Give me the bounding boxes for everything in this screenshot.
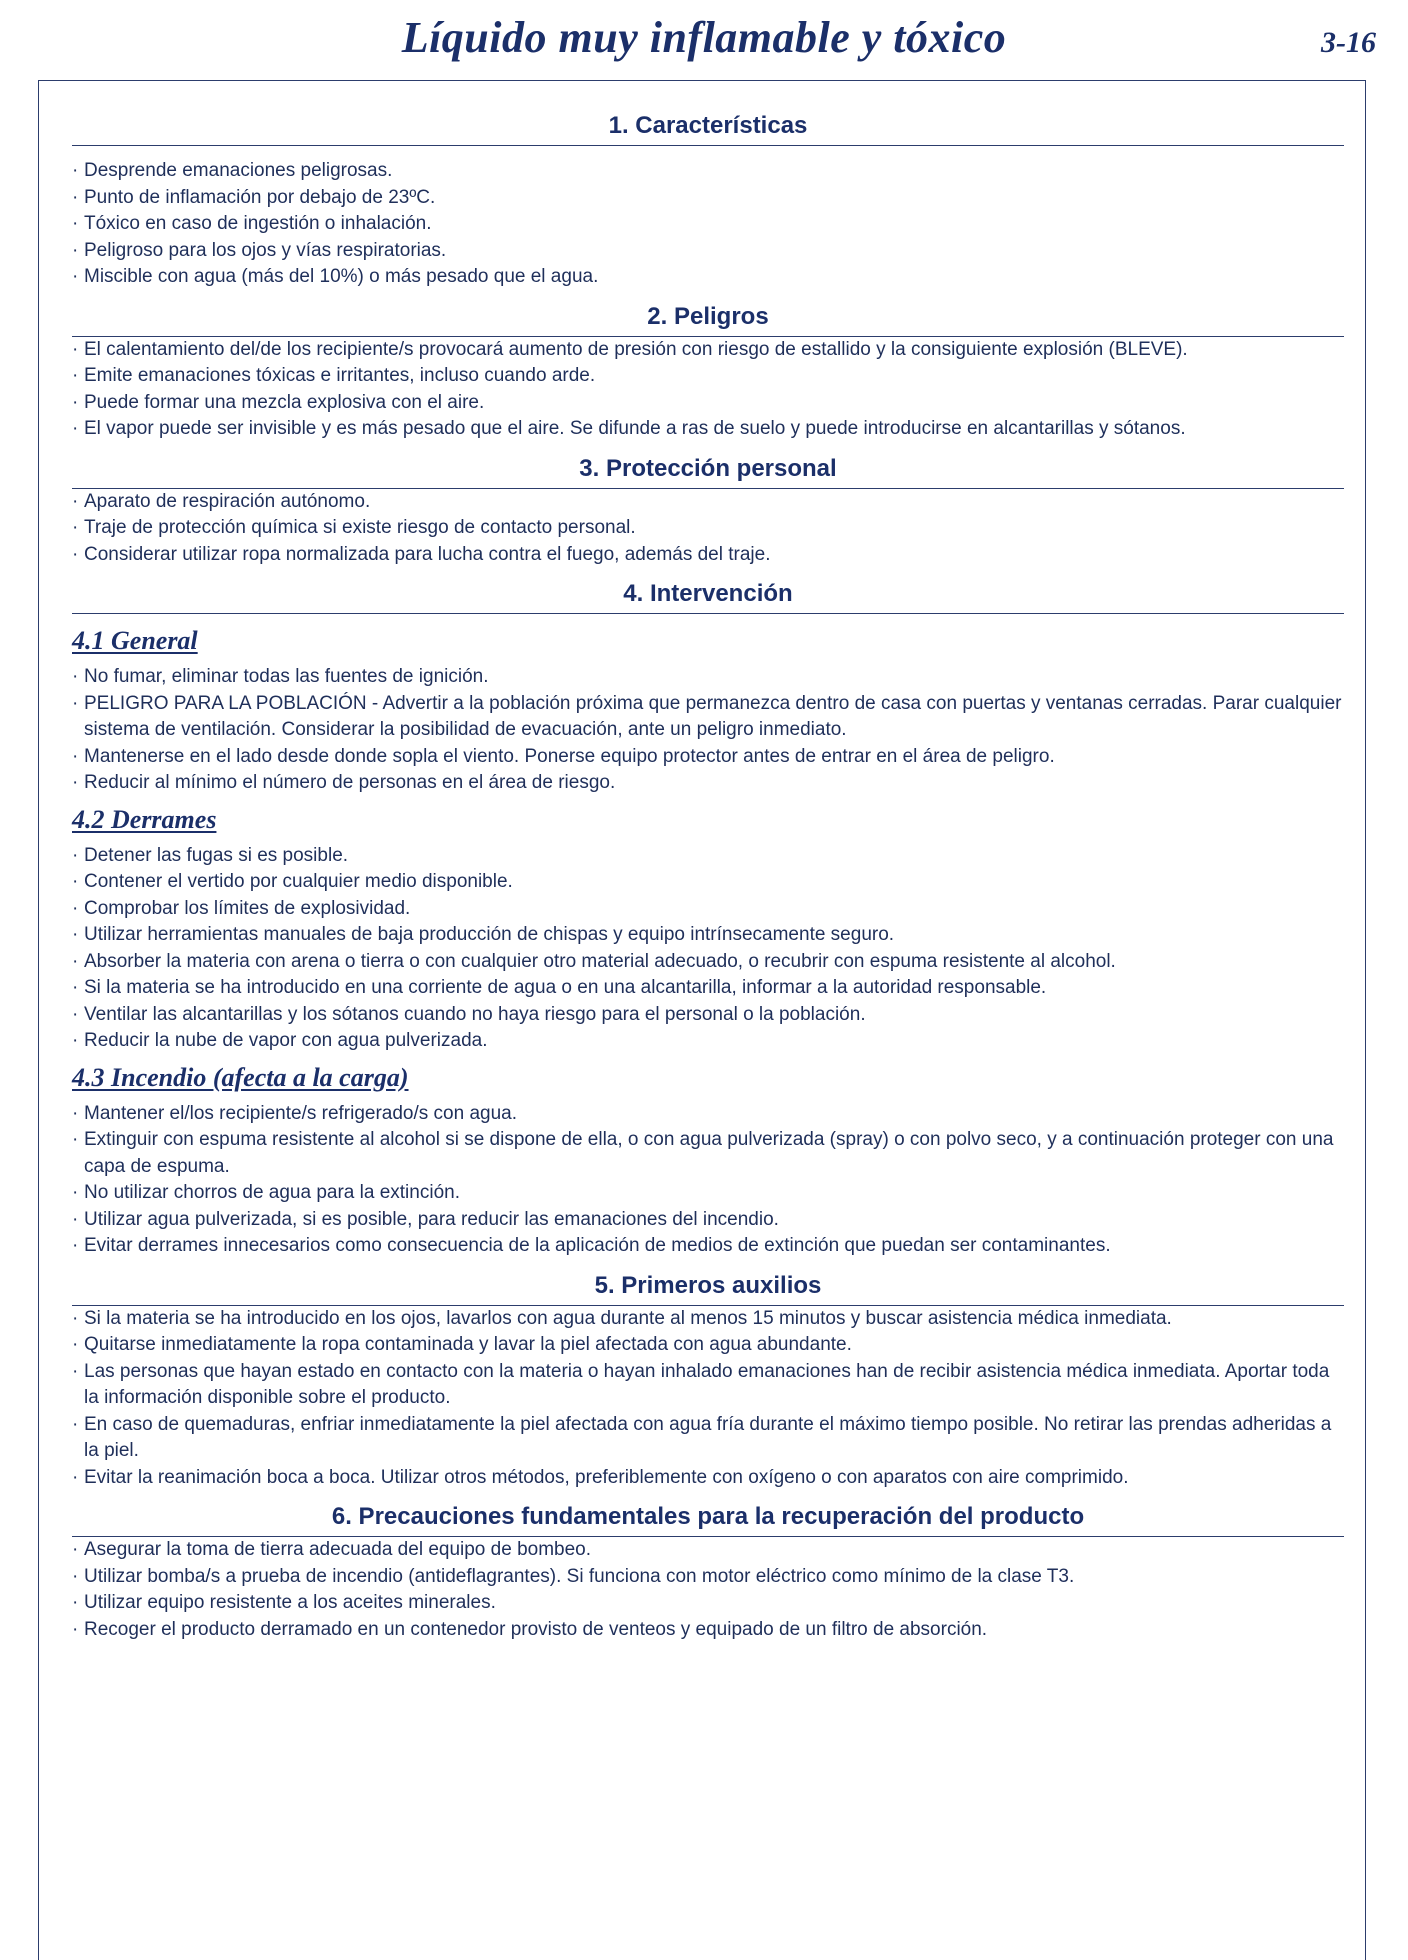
list-item: · Utilizar herramientas manuales de baja producción de chispas y equipo intrínsecamente seguro. [72, 922, 1344, 949]
list-item: · Mantener el/los recipiente/s refrigerado/s con agua. [72, 1101, 1344, 1128]
list-item: · Utilizar bomba/s a prueba de incendio (antideflagrantes). Si funciona con motor eléctrico como mínimo de la clase T3. [72, 1564, 1344, 1591]
subsection-items [72, 664, 1344, 797]
section-title: 1. Características [72, 112, 1344, 146]
subsection-items [72, 843, 1344, 1055]
list-item: · Miscible con agua (más del 10%) o más pesado que el agua. [72, 264, 1344, 291]
section-primeros-auxilios [72, 1272, 1344, 1492]
section-items [72, 489, 1344, 569]
section-title: 6. Precauciones fundamentales para la recuperación del producto [72, 1503, 1344, 1537]
list-item: · Recoger el producto derramado en un contenedor provisto de venteos y equipado de un filtro de absorción. [72, 1617, 1344, 1644]
list-item: · Detener las fugas si es posible. [72, 843, 1344, 870]
document-title: Líquido muy inflamable y tóxico [401, 13, 1007, 62]
list-item: · Si la materia se ha introducido en los ojos, lavarlos con agua durante al menos 15 minutos y buscar asistencia médica inmediata. [72, 1306, 1344, 1333]
section-intervencion [72, 580, 1344, 1260]
list-item: · PELIGRO PARA LA POBLACIÓN - Advertir a la población próxima que permanezca dentro de casa con puertas y ventanas cerradas. Parar cualquier sistema de ventilación. Considerar la posibilidad de evacuación, ante un peligro inmediato. [72, 691, 1344, 744]
list-item: · Considerar utilizar ropa normalizada para lucha contra el fuego, además del traje. [72, 542, 1344, 569]
section-peligros [72, 303, 1344, 443]
section-title: 2. Peligros [72, 303, 1344, 337]
list-item: · Extinguir con espuma resistente al alcohol si se dispone de ella, o con agua pulverizada (spray) o con polvo seco, y a continuación proteger con una capa de espuma. [72, 1127, 1344, 1180]
list-item: · Ventilar las alcantarillas y los sótanos cuando no haya riesgo para el personal o la población. [72, 1002, 1344, 1029]
section-items [72, 1306, 1344, 1492]
list-item: · Puede formar una mezcla explosiva con el aire. [72, 390, 1344, 417]
list-item: · Si la materia se ha introducido en una corriente de agua o en una alcantarilla, informar a la autoridad responsable. [72, 975, 1344, 1002]
page-number: 3-16 [1321, 26, 1376, 59]
subsection-title-general: 4.1 General [72, 626, 198, 655]
subsection-items [72, 1101, 1344, 1260]
section-title: 4. Intervención [72, 580, 1344, 614]
list-item: · Aparato de respiración autónomo. [72, 489, 1344, 516]
section-precauciones-recuperacion [72, 1503, 1344, 1643]
section-items [72, 1537, 1344, 1643]
section-items [72, 158, 1344, 291]
list-item: · Las personas que hayan estado en contacto con la materia o hayan inhalado emanaciones han de recibir asistencia médica inmediata. Aportar toda la información disponible sobre el producto. [72, 1359, 1344, 1412]
list-item: · Evitar derrames innecesarios como consecuencia de la aplicación de medios de extinción que puedan ser contaminantes. [72, 1233, 1344, 1260]
section-title: 3. Protección personal [72, 455, 1344, 489]
subsection-title-incendio: 4.3 Incendio (afecta a la carga) [72, 1062, 409, 1092]
list-item: · Tóxico en caso de ingestión o inhalación. [72, 211, 1344, 238]
list-item: · Absorber la materia con arena o tierra o con cualquier otro material adecuado, o recubrir con espuma resistente al alcohol. [72, 949, 1344, 976]
list-item: · El calentamiento del/de los recipiente/s provocará aumento de presión con riesgo de estallido y la consiguiente explosión (BLEVE). [72, 337, 1344, 364]
list-item: · Emite emanaciones tóxicas e irritantes, incluso cuando arde. [72, 363, 1344, 390]
list-item: · Reducir la nube de vapor con agua pulverizada. [72, 1028, 1344, 1055]
list-item: · No utilizar chorros de agua para la extinción. [72, 1180, 1344, 1207]
list-item: · Punto de inflamación por debajo de 23ºC. [72, 185, 1344, 212]
list-item: · Contener el vertido por cualquier medio disponible. [72, 869, 1344, 896]
content [72, 112, 1344, 1643]
list-item: · Peligroso para los ojos y vías respiratorias. [72, 238, 1344, 265]
list-item: · El vapor puede ser invisible y es más pesado que el aire. Se difunde a ras de suelo y puede introducirse en alcantarillas y sótanos. [72, 416, 1344, 443]
list-item: · Evitar la reanimación boca a boca. Utilizar otros métodos, preferiblemente con oxígeno o con aparatos con aire comprimido. [72, 1465, 1344, 1492]
list-item: · Quitarse inmediatamente la ropa contaminada y lavar la piel afectada con agua abundante. [72, 1332, 1344, 1359]
list-item: · Traje de protección química si existe riesgo de contacto personal. [72, 515, 1344, 542]
list-item: · En caso de quemaduras, enfriar inmediatamente la piel afectada con agua fría durante el máximo tiempo posible. No retirar las prendas adheridas a la piel. [72, 1412, 1344, 1465]
section-title: 5. Primeros auxilios [72, 1272, 1344, 1306]
section-proteccion-personal [72, 455, 1344, 569]
list-item: · Desprende emanaciones peligrosas. [72, 158, 1344, 185]
list-item: · No fumar, eliminar todas las fuentes de ignición. [72, 664, 1344, 691]
section-caracteristicas [72, 112, 1344, 291]
list-item: · Asegurar la toma de tierra adecuada del equipo de bombeo. [72, 1537, 1344, 1564]
list-item: · Mantenerse en el lado desde donde sopla el viento. Ponerse equipo protector antes de entrar en el área de peligro. [72, 744, 1344, 771]
list-item: · Comprobar los límites de explosividad. [72, 896, 1344, 923]
list-item: · Reducir al mínimo el número de personas en el área de riesgo. [72, 770, 1344, 797]
subsection-title-derrames: 4.2 Derrames [72, 804, 217, 834]
list-item: · Utilizar agua pulverizada, si es posible, para reducir las emanaciones del incendio. [72, 1207, 1344, 1234]
list-item: · Utilizar equipo resistente a los aceites minerales. [72, 1590, 1344, 1617]
section-items [72, 337, 1344, 443]
